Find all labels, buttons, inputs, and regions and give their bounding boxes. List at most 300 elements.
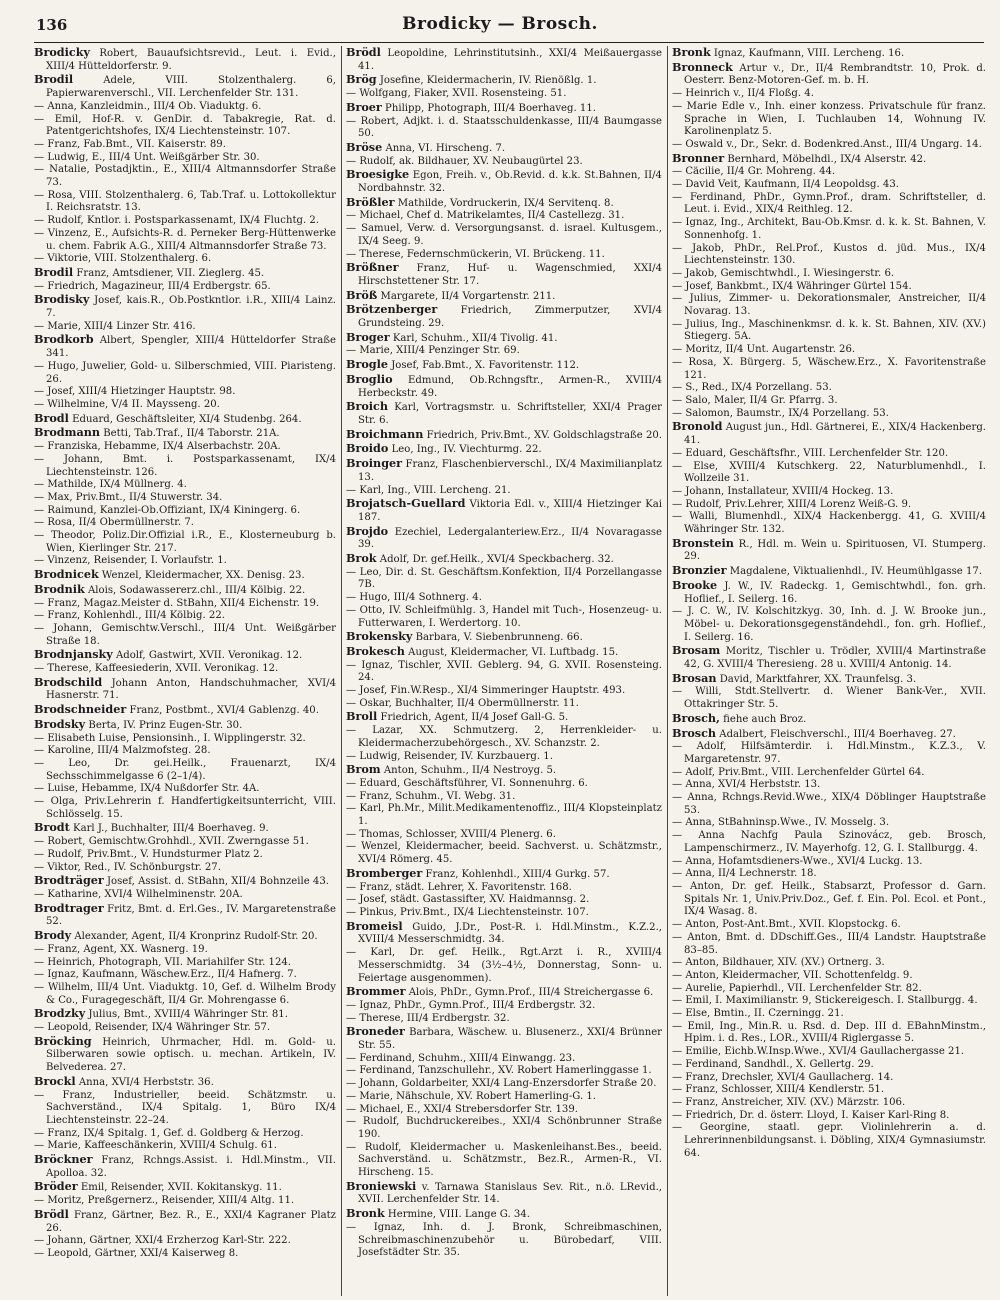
entry-text: Bernhard, Möbelhdl., IX/4 Alserstr. 42. bbox=[727, 153, 927, 165]
entry-text: Heinrich, Uhrmacher, Hdl. m. Gold- u. Silberwaren sowie optisch. u. mechan. Artikeln, IV. Belvederea. 27. bbox=[46, 1036, 336, 1074]
entry-text: Therese, III/4 Erdbergstr. 32. bbox=[359, 1012, 510, 1024]
surname: Brok bbox=[346, 551, 377, 566]
directory-entry bbox=[346, 358, 662, 373]
surname: Brodnik bbox=[34, 581, 85, 596]
directory-entry bbox=[34, 190, 336, 215]
entry-text: Oswald v., Dr., Sekr. d. Bodenkred.Anst., III/4 Ungarg. 14. bbox=[685, 138, 982, 150]
entry-text: Karl, Vortragsmstr. u. Schriftsteller, XXI/4 Prager Str. 6. bbox=[358, 402, 662, 426]
entry-text: Eduard, Geschäftsleiter, XI/4 Studenbg. 264. bbox=[72, 413, 302, 425]
surname: Broger bbox=[346, 329, 390, 344]
surname: Brosam bbox=[672, 643, 721, 658]
directory-entry bbox=[672, 179, 986, 192]
surname: Brom bbox=[346, 762, 381, 777]
directory-entry bbox=[34, 1195, 336, 1208]
directory-entry bbox=[346, 894, 662, 907]
entry-text: Adolf, Dr. gef.Heilk., XVI/4 Speckbacherg. 32. bbox=[379, 554, 614, 566]
directory-entry bbox=[34, 253, 336, 266]
surname: Brög bbox=[346, 72, 377, 87]
directory-entry bbox=[672, 970, 986, 983]
entry-text: Vinzenz, Reisender, I. Vorlaufstr. 1. bbox=[47, 555, 227, 567]
entry-text: Ignaz, Kaufmann, Wäschew.Erz., II/4 Hafnerg. 7. bbox=[47, 969, 297, 981]
entry-text: Heinrich v., II/4 Floßg. 4. bbox=[685, 88, 814, 100]
directory-entry bbox=[34, 718, 336, 733]
entry-text: Moritz, Tischler u. Trödler, XVIII/4 Martinstraße 42, G. XVIII/4 Theresieng. 28 u. XVIII/4 Antonig. 14. bbox=[684, 646, 986, 671]
directory-entry bbox=[34, 568, 336, 583]
entry-text: Viktoria Edl. v., XIII/4 Hietzinger Kai 187. bbox=[358, 499, 662, 523]
directory-entry bbox=[672, 767, 986, 780]
directory-entry bbox=[672, 919, 986, 932]
directory-entry bbox=[34, 1208, 336, 1235]
surname: Broll bbox=[346, 709, 378, 724]
directory-entry bbox=[34, 745, 336, 758]
directory-entry bbox=[34, 1180, 336, 1195]
directory-entry bbox=[672, 499, 986, 512]
directory-entry bbox=[672, 1110, 986, 1123]
entry-text: Edmund, Ob.Rchngsftr., Armen-R., XVIII/4 Herbeckstr. 49. bbox=[358, 374, 662, 399]
entry-text: Karoline, III/4 Malzmofsteg. 28. bbox=[47, 745, 211, 757]
entry-text: Moritz, Preßgernerz., Reisender, XIII/4 Altg. 11. bbox=[47, 1195, 295, 1207]
entry-text: Natalie, Postadjktin., E., XIII/4 Altmannsdorfer Straße 73. bbox=[46, 164, 336, 189]
entry-text: Leo, Ing., IV. Viechturmg. 22. bbox=[391, 444, 542, 456]
directory-entry bbox=[672, 192, 986, 217]
entry-text: Robert, Adjkt. i. d. Staatsschuldenkasse, III/4 Baumgasse 50. bbox=[358, 115, 662, 140]
entry-text: Johann, Installateur, XVIII/4 Hockeg. 13. bbox=[685, 485, 894, 497]
entry-text: Jakob, Gemischtwhdl., I. Wiesingerstr. 6. bbox=[685, 267, 895, 279]
directory-entry bbox=[34, 293, 336, 320]
surname: Bröcking bbox=[34, 1033, 92, 1048]
entry-text: Hugo, III/4 Sothnerg. 4. bbox=[359, 592, 482, 604]
entry-text: Franz, Schuhm., VI. Webg. 31. bbox=[359, 790, 516, 802]
entry-text: Franz, Kohlenhdl., III/4 Kölbig. 22. bbox=[47, 610, 225, 622]
directory-entry bbox=[346, 525, 662, 552]
surname: Brodisky bbox=[34, 292, 90, 307]
surname: Broido bbox=[346, 441, 389, 456]
entry-text: Johann Anton, Handschuhmacher, XVI/4 Hasnerstr. 71. bbox=[46, 677, 336, 702]
directory-entry bbox=[346, 645, 662, 660]
directory-entry bbox=[346, 73, 662, 88]
directory-entry bbox=[346, 497, 662, 524]
entry-text: Ignaz, Tischler, XVII. Geblerg. 94, G. XVII. Rosensteing. 24. bbox=[358, 659, 662, 684]
entry-text: Friedrich, Priv.Bmt., XV. Goldschlagstraße 20. bbox=[426, 429, 662, 441]
entry-text: Lazar, XX. Schmutzerg. 2, Herrenkleider- u. Kleidermacherzubehörgesch., XV. Schanzstr. 2. bbox=[358, 725, 662, 749]
directory-entry bbox=[672, 1072, 986, 1085]
entry-text: Otto, IV. Schleifmühlg. 3, Handel mit Tuch-, Hosenzeug- u. Futterwaren, I. Werdertorg. 10. bbox=[358, 604, 662, 629]
entry-text: Marie Edle v., Inh. einer konzess. Privatschule für franz. Sprache in Wien, I. Tuchlauben 14, Wohnung IV. Karolinenplatz 5. bbox=[684, 100, 986, 138]
entry-text: Friedrich, Zimmerputzer, XVI/4 Grundsteing. 29. bbox=[358, 305, 662, 330]
directory-entry bbox=[346, 1078, 662, 1091]
surname: Brosch, bbox=[672, 710, 720, 725]
entry-text: Rudolf, Priv.Bmt., V. Hundsturmer Platz 2. bbox=[47, 848, 263, 860]
entry-text: Leo, Dir. d. St. Geschäftsm.Konfektion, II/4 Porzellangasse 7B. bbox=[358, 566, 662, 591]
entry-text: Georgine, staatl. gepr. Violinlehrerin a. d. Lehrerinnenbildungsanst. i. Döbling, XIX/4 Gymnasiumstr. 64. bbox=[684, 1122, 986, 1159]
directory-entry bbox=[34, 114, 336, 139]
entry-text: Salomon, Baumstr., IX/4 Porzellang. 53. bbox=[685, 407, 889, 419]
surname: Brödl bbox=[346, 46, 381, 59]
entry-text: Franz, Flaschenbierverschl., IX/4 Maximilianplatz 13. bbox=[358, 459, 662, 483]
directory-entry bbox=[672, 268, 986, 281]
entry-text: Leopold, Gärtner, XXI/4 Kaiserweg 8. bbox=[47, 1247, 239, 1259]
surname: Brodicky bbox=[34, 46, 90, 59]
directory-entry bbox=[346, 630, 662, 645]
surname: Brodl bbox=[34, 410, 69, 425]
entry-text: Pinkus, Priv.Bmt., IX/4 Liechtensteinstr. 107. bbox=[359, 907, 589, 918]
entry-text: August, Kleidermacher, VI. Luftbadg. 15. bbox=[408, 646, 619, 658]
directory-entry bbox=[672, 382, 986, 395]
directory-entry bbox=[346, 46, 662, 73]
directory-entry bbox=[34, 73, 336, 100]
directory-entry bbox=[672, 727, 986, 742]
entry-text: Barbara, V. Siebenbrunneng. 66. bbox=[415, 632, 583, 644]
directory-entry bbox=[672, 741, 986, 766]
surname: Bronold bbox=[672, 419, 723, 434]
entry-text: Franz, IX/4 Spitalg. 1, Gef. d. Goldberg & Herzog. bbox=[47, 1127, 304, 1139]
entry-text: Rosa, II/4 Obermüllnerstr. 7. bbox=[47, 517, 194, 529]
entry-text: Franz, Rchngs.Assist. i. Hdl.Minstm., VII. Apolloa. 32. bbox=[46, 1155, 336, 1179]
entry-text: Franz, Gärtner, Bez. R., E., XXI/4 Kagraner Platz 26. bbox=[46, 1209, 336, 1234]
entry-text: Franz, Postbmt., XVI/4 Gablenzg. 40. bbox=[129, 705, 319, 717]
entry-text: Philipp, Photograph, III/4 Boerhaveg. 11. bbox=[385, 102, 596, 114]
entry-text: Ferdinand, Sandhdl., X. Gellertg. 29. bbox=[685, 1058, 874, 1070]
entry-text: Artur v., Dr., II/4 Rembrandtstr. 10, Prok. d. Oesterr. Benz-Motoren-Gef. m. b. H. bbox=[684, 62, 986, 87]
surname: Bronner bbox=[672, 150, 725, 165]
entry-text: Aurelie, Papierhdl., VII. Lerchenfelder Str. 82. bbox=[685, 982, 922, 994]
directory-entry bbox=[346, 1116, 662, 1141]
entry-text: Wenzel, Kleidermacher, beeid. Sachverst. u. Schätzmstr., XVI/4 Römerg. 45. bbox=[358, 841, 662, 866]
entry-text: Adolf, Hilfsämterdir. i. Hdl.Minstm., K.Z.3., V. Margaretenstr. 97. bbox=[684, 741, 986, 765]
directory-entry bbox=[346, 289, 662, 304]
entry-text: Rudolf, Kleidermacher u. Maskenleihanst.Bes., beeid. Sachverständ. u. Schätzmstr., Bez.R., Armen-R., VI. Hirscheng. 15. bbox=[358, 1141, 662, 1179]
directory-entry bbox=[672, 686, 986, 711]
entry-text: Friedrich, Magazineur, III/4 Erdbergstr. 65. bbox=[47, 280, 271, 292]
directory-entry bbox=[672, 293, 986, 318]
directory-entry bbox=[346, 660, 662, 685]
directory-entry bbox=[34, 412, 336, 427]
directory-entry bbox=[34, 902, 336, 929]
entry-text: Rudolf, Kntlor. i. Postsparkassenamt, IX/4 Fluchtg. 2. bbox=[47, 215, 320, 227]
directory-entry bbox=[672, 395, 986, 408]
entry-text: Josef, Fin.W.Resp., XI/4 Simmeringer Hauptstr. 493. bbox=[359, 685, 626, 697]
directory-entry bbox=[34, 1035, 336, 1075]
entry-text: Alexander, Agent, II/4 Kronprinz Rudolf-Str. 20. bbox=[74, 931, 318, 943]
directory-entry bbox=[34, 874, 336, 889]
entry-text: Katharine, XVI/4 Wilhelminenstr. 20A. bbox=[47, 889, 243, 900]
entry-text: Anton, Kleidermacher, VII. Schottenfeldg. 9. bbox=[685, 969, 913, 981]
directory-entry bbox=[346, 1104, 662, 1117]
directory-entry bbox=[346, 829, 662, 842]
surname: Brokensky bbox=[346, 629, 413, 644]
entry-text: Vinzenz, E., Aufsichts-R. d. Perneker Berg-Hüttenwerke u. chem. Fabrik A.G., XIII/4 Altmannsdorfer Straße 73. bbox=[46, 227, 336, 252]
directory-entry bbox=[672, 461, 986, 486]
entry-text: Marie, XIII/4 Penzinger Str. 69. bbox=[359, 345, 520, 357]
entry-text: Anton, Bmt. d. DDschiff.Ges., III/4 Landstr. Hauptstraße 83–85. bbox=[684, 931, 986, 956]
page-number: 136 bbox=[36, 16, 68, 34]
directory-entry bbox=[346, 685, 662, 698]
directory-entry bbox=[34, 1235, 336, 1248]
entry-text: Wolfgang, Fiaker, XVII. Rosensteing. 51. bbox=[359, 88, 567, 100]
directory-entry bbox=[672, 817, 986, 830]
directory-entry bbox=[34, 610, 336, 623]
entry-text: Franz, Amtsdiener, VII. Zieglerg. 45. bbox=[76, 267, 265, 279]
surname: Brodschild bbox=[34, 674, 103, 689]
directory-entry bbox=[672, 1097, 986, 1110]
entry-text: Ferdinand, Tanzschullehr., XV. Robert Hamerlinggasse 1. bbox=[359, 1065, 652, 1077]
entry-text: Wilhelmine, V/4 II. Maysseng. 20. bbox=[47, 398, 220, 410]
directory-entry bbox=[34, 215, 336, 228]
directory-entry bbox=[346, 442, 662, 457]
directory-entry bbox=[34, 957, 336, 970]
entry-text: Ludwig, E., III/4 Unt. Weißgärber Str. 30. bbox=[47, 151, 260, 163]
entry-text: Betti, Tab.Traf., II/4 Taborstr. 21A. bbox=[103, 428, 280, 440]
directory-entry bbox=[346, 751, 662, 764]
entry-text: Ferdinand, PhDr., Gymn.Prof., dram. Schriftsteller, d. Leut. i. Evid., XIX/4 Reithleg. 12. bbox=[684, 191, 986, 216]
directory-entry bbox=[346, 1091, 662, 1104]
directory-entry bbox=[672, 779, 986, 792]
entry-text: Leopoldine, Lehrinstitutsinh., XXI/4 Meißauergasse 41. bbox=[358, 48, 662, 72]
directory-entry bbox=[672, 448, 986, 461]
directory-entry bbox=[346, 141, 662, 156]
surname: Brockl bbox=[34, 1073, 76, 1088]
directory-entry bbox=[34, 530, 336, 555]
directory-entry bbox=[34, 796, 336, 821]
directory-entry bbox=[672, 243, 986, 268]
surname: Brodil bbox=[34, 72, 74, 87]
surname: Broinger bbox=[346, 456, 403, 471]
directory-entry bbox=[672, 486, 986, 499]
entry-text: Ludwig, Reisender, IV. Kurzbauerg. 1. bbox=[359, 750, 553, 762]
entry-text: Cäcilie, II/4 Gr. Mohreng. 44. bbox=[685, 166, 836, 178]
surname: Brodil bbox=[34, 264, 74, 279]
directory-entry bbox=[346, 261, 662, 288]
directory-entry bbox=[346, 303, 662, 330]
directory-entry bbox=[672, 1084, 986, 1097]
entry-text: Else, XVIII/4 Kutschkerg. 22, Naturblumenhdl., I. Wollzeile 31. bbox=[684, 460, 986, 485]
directory-entry bbox=[34, 944, 336, 957]
entry-text: Wilhelm, III/4 Unt. Viaduktg. 10, Gef. d. Wilhelm Brody & Co., Furagegeschäft, II/4 Gr. Mohrengasse 6. bbox=[46, 981, 336, 1006]
entry-text: Leo, Dr. gei.Heilk., Frauenarzt, IX/4 Sechsschimmelgasse 6 (2–1/4). bbox=[46, 757, 336, 782]
entry-text: Johann, Bmt. i. Postsparkassenamt, IX/4 Liechtensteinstr. 126. bbox=[46, 453, 336, 478]
directory-entry bbox=[346, 778, 662, 791]
directory-entry bbox=[34, 333, 336, 360]
directory-entry bbox=[34, 623, 336, 648]
entry-text: Franz, Anstreicher, XIV. (XV.) Märzstr. 106. bbox=[685, 1096, 906, 1108]
surname: Brody bbox=[34, 928, 72, 943]
surname: Brosan bbox=[672, 670, 717, 685]
entry-text: Marie, Kaffeeschänkerin, XVIII/4 Schulg. 61. bbox=[47, 1140, 277, 1152]
directory-entry bbox=[346, 1053, 662, 1066]
entry-text: Ignaz, PhDr., Gymn.Prof., III/4 Erdbergstr. 32. bbox=[359, 999, 596, 1011]
entry-text: S., Red., IX/4 Porzellang. 53. bbox=[685, 382, 832, 394]
directory-entry bbox=[346, 345, 662, 358]
directory-entry bbox=[346, 920, 662, 947]
directory-entry bbox=[34, 441, 336, 454]
directory-entry bbox=[34, 479, 336, 492]
entry-text: Anna, Rchngs.Revid.Wwe., XIX/4 Döblinger Hauptstraße 53. bbox=[684, 792, 986, 816]
entry-text: Franz, Drechsler, XVI/4 Gaullacherg. 14. bbox=[685, 1071, 894, 1083]
entry-text: Johann, Goldarbeiter, XXI/4 Lang-Enzersdorfer Straße 20. bbox=[359, 1078, 657, 1090]
surname: Brodkorb bbox=[34, 332, 94, 347]
column-1 bbox=[34, 46, 336, 1294]
directory-entry bbox=[34, 266, 336, 281]
directory-entry bbox=[672, 983, 986, 996]
surname: Brodsky bbox=[34, 716, 86, 731]
entry-text: Egon, Freih. v., Ob.Revid. d. k.k. St.Bahnen, II/4 Nordbahnstr. 32. bbox=[358, 170, 662, 195]
entry-text: David Veit, Kaufmann, II/4 Leopoldsg. 43. bbox=[685, 179, 899, 191]
entry-text: Olga, Priv.Lehrerin f. Handfertigkeitsunterricht, VIII. Schlösselg. 15. bbox=[46, 796, 336, 820]
entry-text: Robert, Bauaufsichtsrevid., Leut. i. Evid., XIII/4 Hütteldorferstr. 9. bbox=[46, 48, 336, 72]
directory-entry bbox=[346, 803, 662, 828]
entry-text: Max, Priv.Bmt., II/4 Stuwerstr. 34. bbox=[47, 491, 223, 503]
directory-entry bbox=[672, 672, 986, 687]
directory-entry bbox=[672, 217, 986, 242]
directory-entry bbox=[346, 710, 662, 725]
directory-entry bbox=[672, 88, 986, 101]
directory-entry bbox=[34, 821, 336, 836]
surname: Brodnjansky bbox=[34, 647, 113, 662]
entry-text: Margarete, II/4 Vorgartenstr. 211. bbox=[380, 290, 556, 302]
entry-text: Eduard, Geschäftsführer, VI. Sonnenuhrg. 6. bbox=[359, 777, 588, 789]
directory-entry bbox=[34, 492, 336, 505]
entry-text: Anna Nachfg Paula Szinovácz, geb. Brosch, Lampenschirmerz., IV. Mayerhofg. 12, G. I. Stallburgg. 4. bbox=[684, 830, 986, 854]
surname: Bröß bbox=[346, 287, 378, 302]
directory-entry bbox=[34, 228, 336, 253]
entry-text: Anna, Kanzleidmin., III/4 Ob. Viaduktg. 6. bbox=[47, 100, 262, 112]
entry-text: Luise, Hebamme, IX/4 Nußdorfer Str. 4A. bbox=[47, 783, 260, 795]
entry-text: David, Marktfahrer, XX. Traunfelsg. 3. bbox=[719, 673, 917, 685]
directory-entry bbox=[346, 373, 662, 400]
directory-entry bbox=[34, 1007, 336, 1022]
directory-entry bbox=[672, 319, 986, 344]
entry-text: Adalbert, Fleischverschl., III/4 Boerhaveg. 27. bbox=[719, 728, 956, 740]
directory-entry bbox=[346, 567, 662, 592]
entry-text: Rudolf, ak. Bildhauer, XV. Neubaugürtel 23. bbox=[359, 155, 583, 167]
entry-text: Karl, Schuhm., XII/4 Tivolig. 41. bbox=[392, 332, 558, 344]
directory-entry bbox=[672, 881, 986, 919]
entry-text: Alois, PhDr., Gymn.Prof., III/4 Streichergasse 6. bbox=[408, 987, 654, 999]
entry-text: Raimund, Kanzlei-Ob.Offiziant, IX/4 Kiningerg. 6. bbox=[47, 504, 301, 516]
entry-text: Marie, XIII/4 Linzer Str. 416. bbox=[47, 320, 196, 332]
entry-text: Anton, Dr. gef. Heilk., Stabsarzt, Professor d. Garn. Spitals Nr. 1, Univ.Priv.Doz., Gef. f. Ein. Pol. Ecol. et Pont., IX/4 Wasag. 8. bbox=[684, 881, 986, 918]
directory-entry bbox=[672, 344, 986, 357]
directory-entry bbox=[672, 166, 986, 179]
entry-text: Therese, Federnschmückerin, VI. Brückeng. 11. bbox=[359, 248, 605, 260]
surname: Brodt bbox=[34, 820, 70, 835]
surname: Brodzky bbox=[34, 1006, 86, 1021]
directory-entry bbox=[34, 101, 336, 114]
directory-entry bbox=[34, 982, 336, 1007]
directory-entry bbox=[346, 867, 662, 882]
entry-text: Anna, XVI/4 Herbststr. 36. bbox=[78, 1076, 214, 1088]
directory-entry bbox=[672, 792, 986, 817]
directory-entry bbox=[346, 1207, 662, 1222]
directory-entry bbox=[346, 698, 662, 711]
directory-entry bbox=[34, 598, 336, 611]
entry-text: Ignaz, Ing., Architekt, Bau-Ob.Kmsr. d. k. k. St. Bahnen, V. Sonnenhofg. 1. bbox=[684, 217, 986, 241]
directory-entry bbox=[34, 399, 336, 412]
directory-entry bbox=[672, 1059, 986, 1072]
directory-entry bbox=[34, 1153, 336, 1180]
entry-text: Anna, Hofamtsdieners-Wwe., XVI/4 Luckg. 13. bbox=[685, 855, 923, 867]
entry-text: Elisabeth Luise, Pensionsinh., I. Wipplingerstr. 32. bbox=[47, 732, 306, 744]
entry-text: Else, Bmtin., II. Czerningg. 21. bbox=[685, 1008, 844, 1020]
entry-text: Anton, Post-Ant.Bmt., XVII. Klopstockg. 6. bbox=[685, 919, 901, 931]
directory-entry bbox=[34, 1075, 336, 1090]
entry-text: Emil, Ing., Min.R. u. Rsd. d. Dep. III d. EBahnMinstm., Hpim. i. d. Res., LOR., XVIII/4 Riglergasse 5. bbox=[684, 1020, 986, 1045]
directory-entry bbox=[672, 152, 986, 167]
directory-entry bbox=[34, 648, 336, 663]
entry-text: Franz, Schlosser, XIII/4 Kendlerstr. 51. bbox=[685, 1084, 885, 1096]
surname: Bromeisl bbox=[346, 918, 403, 933]
directory-entry bbox=[346, 725, 662, 750]
entry-text: August jun., Hdl. Gärtnerei, E., XIX/4 Hackenberg. 41. bbox=[684, 422, 986, 447]
entry-text: Franz, Fab.Bmt., VII. Kaiserstr. 89. bbox=[47, 138, 226, 150]
entry-text: Rosa, VIII. Stolzenthalerg. 6, Tab.Traf. u. Lottokollektur I. Reichsratstr. 13. bbox=[46, 189, 336, 214]
entry-text: Josef, städt. Gastassifter, XV. Haidmannsg. 2. bbox=[359, 894, 590, 906]
entry-text: Michael, Chef d. Matrikelamtes, II/4 Castellezg. 31. bbox=[359, 210, 625, 222]
surname: Brokesch bbox=[346, 643, 405, 658]
entry-text: Ezechiel, Ledergalanteriew.Erz., II/4 Novaragasse 39. bbox=[358, 526, 662, 551]
directory-entry bbox=[34, 783, 336, 796]
entry-text: Mathilde, Vordruckerin, IX/4 Servitenq. 8. bbox=[397, 197, 614, 209]
directory-entry bbox=[672, 957, 986, 970]
entry-text: Josef, XIII/4 Hietzinger Hauptstr. 98. bbox=[47, 386, 236, 398]
entry-text: Emil, Reisender, XVII. Kokitanskyg. 11. bbox=[80, 1182, 282, 1194]
directory-entry bbox=[346, 223, 662, 248]
entry-text: Theodor, Poliz.Dir.Offizial i.R., E., Klosterneuburg b. Wien, Kierlinger Str. 217. bbox=[46, 530, 336, 554]
directory-entry bbox=[346, 763, 662, 778]
entry-text: Rudolf, Priv.Lehrer, XIII/4 Lorenz Weiß-G. 9. bbox=[685, 498, 912, 510]
directory-entry bbox=[346, 791, 662, 804]
entry-text: Berta, IV. Prinz Eugen-Str. 30. bbox=[88, 719, 243, 731]
surname: Broichmann bbox=[346, 426, 424, 441]
surname: Brommer bbox=[346, 984, 406, 999]
entry-text: Adolf, Priv.Bmt., VIII. Lerchenfelder Gürtel 64. bbox=[685, 766, 925, 778]
directory-entry bbox=[346, 428, 662, 443]
entry-text: Adolf, Gastwirt, XVII. Veronikag. 12. bbox=[115, 650, 303, 662]
directory-entry bbox=[672, 579, 986, 606]
entry-text: Ignaz, Inh. d. J. Bronk, Schreibmaschinen, Schreibmaschinenzubehör u. Bürobedarf, VIII. Josefstädter Str. 35. bbox=[358, 1221, 662, 1259]
column-divider bbox=[667, 46, 668, 1296]
surname: Broesigke bbox=[346, 167, 410, 182]
entry-text: Mathilde, IX/4 Müllnerg. 4. bbox=[47, 479, 187, 491]
page-header: Brodicky — Brosch. bbox=[402, 14, 598, 34]
directory-entry bbox=[346, 168, 662, 195]
directory-entry bbox=[346, 88, 662, 101]
directory-entry bbox=[34, 758, 336, 783]
entry-text: Oskar, Buchhalter, II/4 Obermüllnerstr. 11. bbox=[359, 697, 579, 709]
column-divider bbox=[341, 46, 342, 1296]
entry-text: Franz, Kohlenhdl., XIII/4 Gurkg. 57. bbox=[425, 868, 610, 880]
entry-text: Viktorie, VIII. Stolzenthalerg. 6. bbox=[47, 253, 212, 265]
directory-entry bbox=[34, 426, 336, 441]
directory-entry bbox=[346, 552, 662, 567]
directory-entry bbox=[346, 210, 662, 223]
directory-entry bbox=[346, 457, 662, 484]
entry-text: Anton, Schuhm., II/4 Nestroyg. 5. bbox=[383, 765, 557, 777]
directory-entry bbox=[346, 605, 662, 630]
directory-entry bbox=[672, 101, 986, 139]
surname: Brooke bbox=[672, 577, 718, 592]
entry-text: Heinrich, Photograph, VII. Mariahilfer Str. 124. bbox=[47, 956, 292, 968]
directory-entry bbox=[672, 46, 986, 61]
entry-text: fiehe auch Broz. bbox=[723, 713, 807, 725]
entry-text: Franz, Agent, XX. Wasnerg. 19. bbox=[47, 943, 208, 955]
directory-entry bbox=[346, 1000, 662, 1013]
directory-entry bbox=[672, 281, 986, 294]
directory-entry bbox=[346, 101, 662, 116]
entry-text: Hermine, VIII. Lange G. 34. bbox=[387, 1209, 530, 1221]
surname: Broer bbox=[346, 99, 382, 114]
surname: Broniewski bbox=[346, 1178, 417, 1193]
